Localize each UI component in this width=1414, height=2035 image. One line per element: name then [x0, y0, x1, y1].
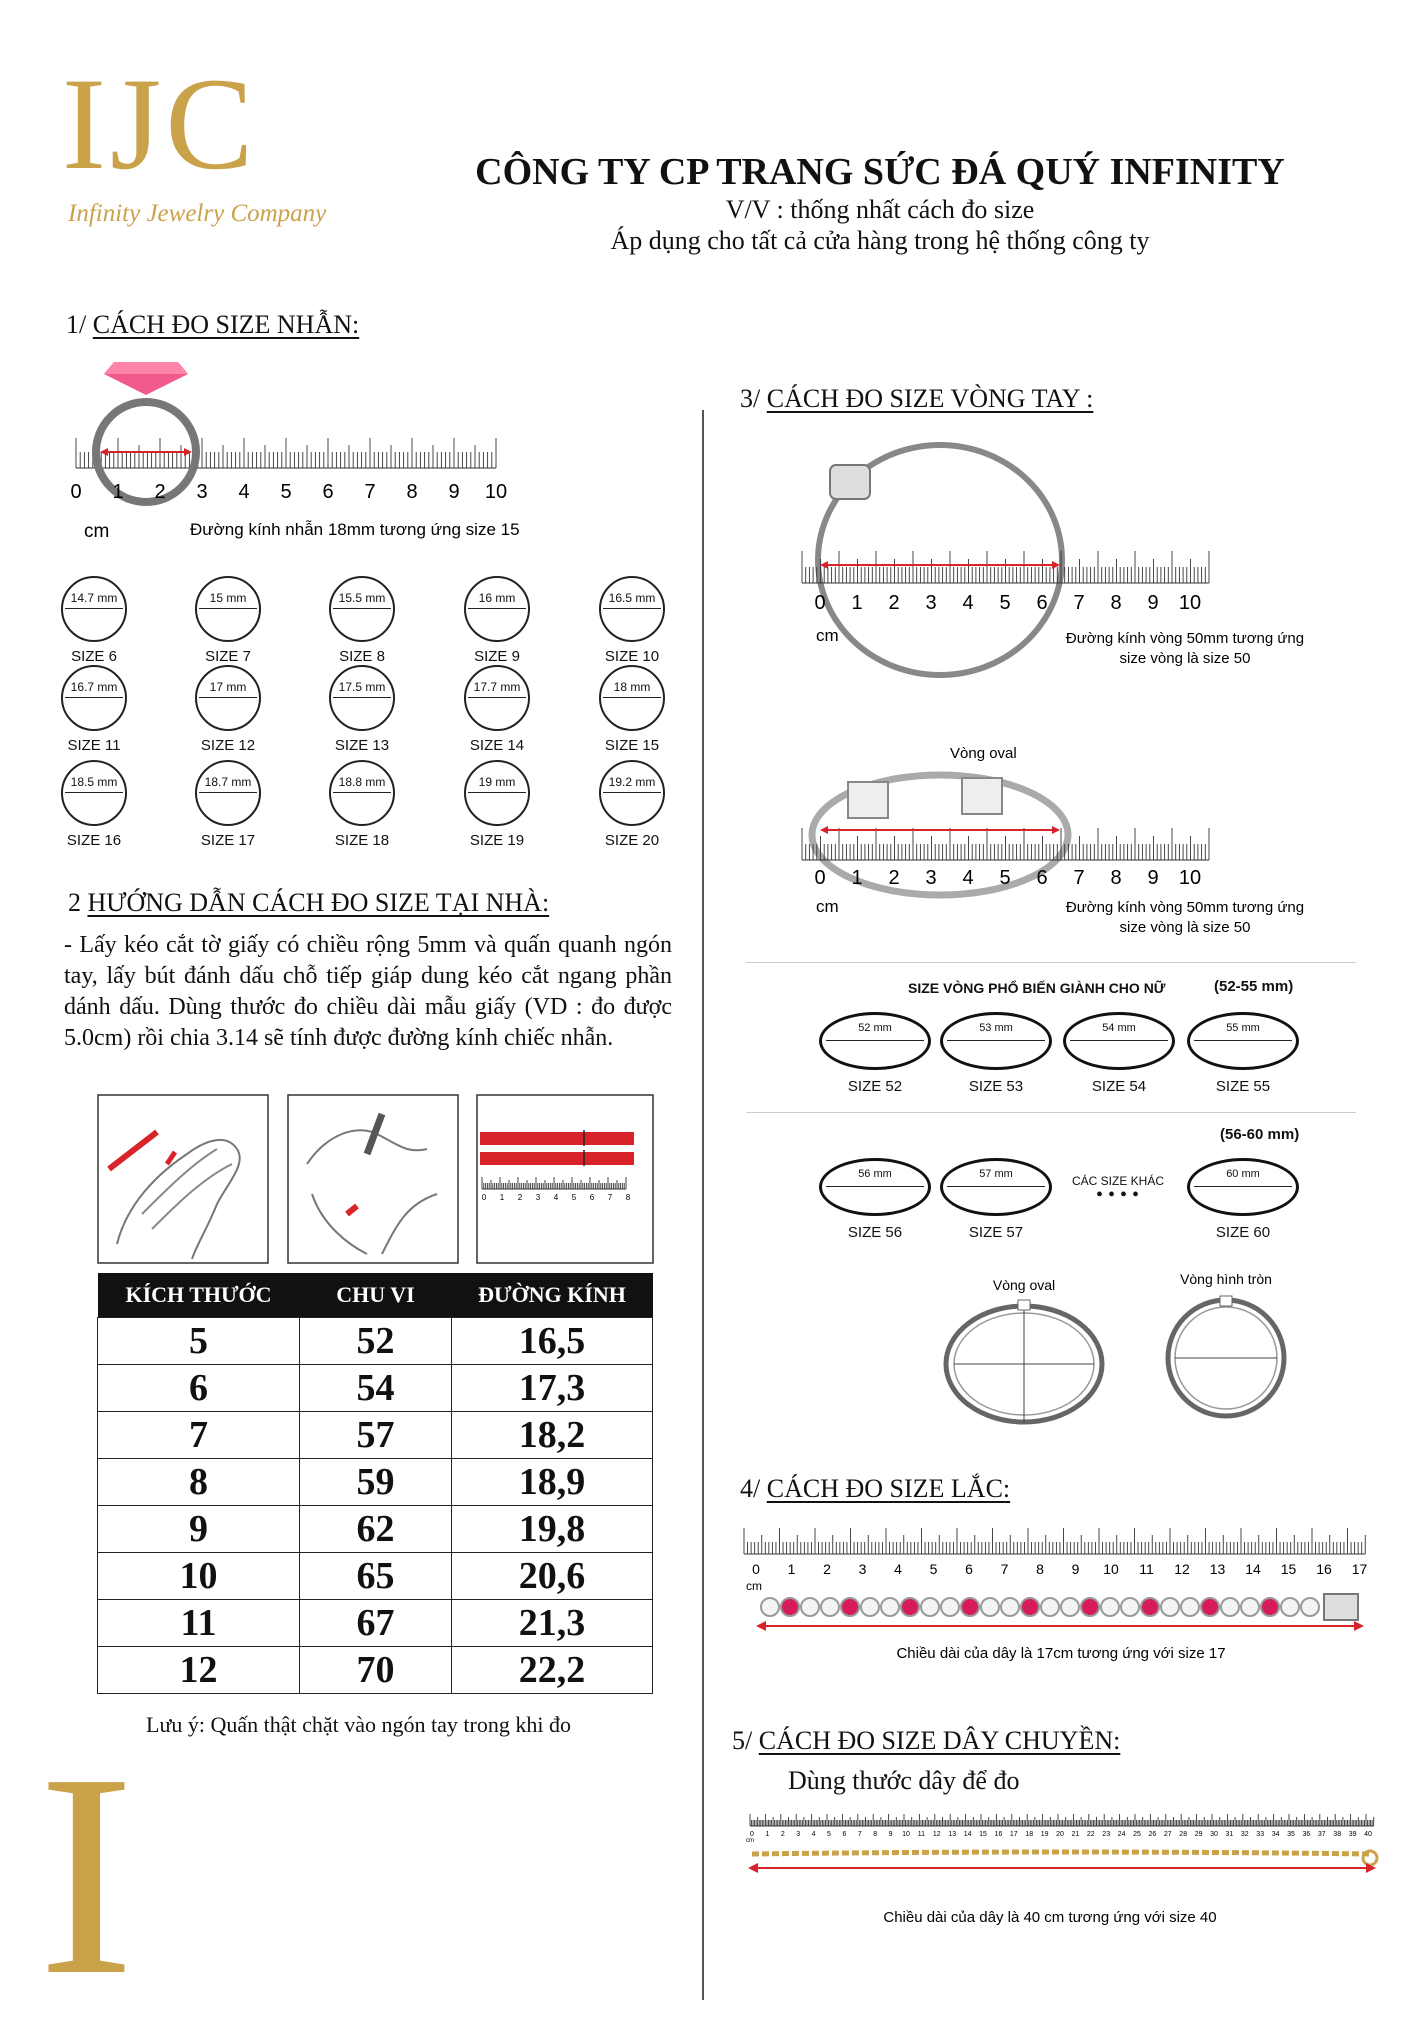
table-row — [98, 1459, 653, 1506]
ring-size-label: SIZE 19 — [469, 832, 525, 849]
ring-ruler-unit: cm — [84, 521, 110, 542]
col-header-circumference: CHU VI — [300, 1273, 452, 1318]
size-cell: 9 — [98, 1506, 300, 1553]
ring-circle-icon — [61, 576, 127, 642]
size-table-header — [98, 1273, 653, 1318]
necklace-ruler-tick-label: 0 — [750, 1831, 754, 1838]
ring-size-label: SIZE 12 — [200, 737, 256, 754]
necklace-ruler-tick-label: 2 — [780, 1831, 785, 1838]
necklace-ruler-tick-label: 9 — [888, 1831, 893, 1838]
ring-ruler-tick-label: 10 — [484, 481, 508, 503]
bracelet-ruler-tick-label: 12 — [1174, 1561, 1190, 1577]
size-cell: 12 — [98, 1647, 300, 1694]
ring-size-label: SIZE 13 — [334, 737, 390, 754]
necklace-ruler-tick-label: 27 — [1163, 1831, 1172, 1838]
paper-ruler-illustration — [476, 1094, 654, 1264]
company-title: CÔNG TY CP TRANG SỨC ĐÁ QUÝ INFINITY — [475, 151, 1285, 193]
bangle1-caption-line2: size vòng là size 50 — [1119, 650, 1251, 667]
necklace-ruler-tick-label: 4 — [811, 1831, 816, 1838]
bangle-section-heading: 3/ CÁCH ĐO SIZE VÒNG TAY : — [740, 384, 1094, 413]
ring-size-label: SIZE 20 — [604, 832, 660, 849]
necklace-ruler-tick-label: 21 — [1071, 1831, 1080, 1838]
ring-size-item — [437, 665, 557, 754]
bracelet-section-title: CÁCH ĐO SIZE LẮC: — [766, 1474, 1011, 1503]
size-cell: 8 — [98, 1459, 300, 1506]
necklace-ruler-tick-label: 10 — [902, 1831, 910, 1838]
ring-diameter: 17.5 mm — [338, 680, 386, 694]
size-cell: 7 — [98, 1412, 300, 1459]
diameter-cell: 18,9 — [452, 1459, 653, 1506]
necklace-ruler-tick-label: 20 — [1056, 1831, 1064, 1838]
ring-size-label: SIZE 11 — [67, 737, 121, 754]
bracelet-ruler-figure — [734, 1518, 1374, 1668]
ring-circle-icon — [464, 760, 530, 826]
ring-diameter: 18 mm — [613, 680, 651, 694]
diameter-cell: 17,3 — [452, 1365, 653, 1412]
ring-ruler-tick-label: 8 — [406, 481, 418, 503]
necklace-ruler-tick-label: 40 — [1364, 1831, 1372, 1838]
popular-divider-top — [746, 962, 1356, 963]
bangle-size-label: SIZE 60 — [1215, 1224, 1271, 1241]
ring-ruler-tick-label: 7 — [364, 481, 376, 503]
bangle2-caption-line1: Đường kính vòng 50mm tương ứng — [1065, 899, 1305, 916]
necklace-ruler-tick-label: 5 — [827, 1831, 831, 1838]
ring-size-item — [34, 665, 154, 754]
ring-diameter: 18.5 mm — [70, 775, 118, 789]
diagram-oval-label: Vòng oval — [992, 1277, 1056, 1293]
bangle-size-item — [1059, 1012, 1179, 1095]
bangle-oval-icon — [819, 1012, 931, 1070]
col-header-diameter: ĐƯỜNG KÍNH — [452, 1273, 653, 1318]
home-section-heading: 2 HƯỚNG DẪN CÁCH ĐO SIZE TẠI NHÀ: — [68, 888, 550, 917]
ring-diameter: 15 mm — [209, 591, 247, 605]
ring-ruler-tick-label: 2 — [154, 481, 166, 503]
ring-size-label: SIZE 17 — [200, 832, 256, 849]
circumference-cell: 52 — [300, 1318, 452, 1365]
necklace-ruler-tick-label: 7 — [857, 1831, 862, 1838]
ring-size-item — [168, 760, 288, 849]
necklace-ruler-tick-label: 12 — [932, 1831, 941, 1838]
ring-ruler-tick-label: 0 — [70, 481, 82, 503]
necklace-ruler-tick-label: 1 — [765, 1831, 770, 1838]
necklace-ruler-tick-label: 29 — [1194, 1831, 1203, 1838]
bracelet-ruler-tick-label: 3 — [858, 1561, 867, 1577]
other-sizes-label: CÁC SIZE KHÁC — [1072, 1174, 1165, 1188]
home-section-title: HƯỚNG DẪN CÁCH ĐO SIZE TẠI NHÀ: — [87, 888, 550, 917]
ring-diameter: 16.7 mm — [70, 680, 118, 694]
bracelet-section-heading: 4/ CÁCH ĐO SIZE LẮC: — [740, 1474, 1011, 1503]
necklace-ruler-tick-label: 24 — [1117, 1831, 1126, 1838]
ring-ruler-tick-label: 4 — [238, 481, 250, 503]
ring-size-item — [302, 665, 422, 754]
circumference-cell: 70 — [300, 1647, 452, 1694]
table-note: Lưu ý: Quấn thật chặt vào ngón tay trong khi đo — [146, 1712, 571, 1737]
bangle2-ruler-tick-label: 6 — [1036, 867, 1048, 889]
ring-circle-icon — [464, 576, 530, 642]
bangle2-ruler-tick-label: 10 — [1178, 867, 1202, 889]
ring-size-item — [34, 760, 154, 849]
ring-diameter: 18.7 mm — [204, 775, 252, 789]
necklace-ruler-tick-label: 30 — [1210, 1831, 1218, 1838]
ring-diameter: 17.7 mm — [473, 680, 521, 694]
ring-size-item — [168, 665, 288, 754]
bracelet-ruler-tick-label: 15 — [1280, 1561, 1297, 1577]
ring-circle-icon — [61, 760, 127, 826]
bangle1-ruler-tick-label: 6 — [1036, 592, 1048, 614]
bracelet-ruler-tick-label: 9 — [1071, 1561, 1080, 1577]
table-row — [98, 1647, 653, 1694]
ring-diameter: 19.2 mm — [608, 775, 656, 789]
circumference-cell: 62 — [300, 1506, 452, 1553]
bangle1-ruler-tick-label: 0 — [814, 592, 826, 614]
bangle-diameter: 53 mm — [979, 1022, 1013, 1034]
ring-diameter: 19 mm — [478, 775, 516, 789]
scope-line: Áp dụng cho tất cả cửa hàng trong hệ thống công ty — [610, 226, 1150, 255]
ring-diameter: 16.5 mm — [608, 591, 656, 605]
necklace-ruler-tick-label: 31 — [1225, 1831, 1234, 1838]
necklace-ruler-tick-label: 8 — [873, 1831, 878, 1838]
bangle1-ruler-tick-label: 10 — [1178, 592, 1202, 614]
popular-title: SIZE VÒNG PHỔ BIẾN GIÀNH CHO NỮ — [908, 980, 1166, 996]
bracelet-unit: cm — [746, 1579, 762, 1593]
circumference-cell: 57 — [300, 1412, 452, 1459]
necklace-unit: cm — [746, 1838, 754, 1844]
ring-ruler-tick-label: 1 — [112, 481, 124, 503]
diameter-cell: 22,2 — [452, 1647, 653, 1694]
bracelet-ruler-tick-label: 2 — [823, 1561, 831, 1577]
bangle-diameter: 52 mm — [858, 1022, 892, 1034]
diameter-cell: 20,6 — [452, 1553, 653, 1600]
bangle-diameter: 57 mm — [979, 1168, 1013, 1180]
ring-section-title: CÁCH ĐO SIZE NHẪN: — [92, 310, 360, 339]
table-row — [98, 1365, 653, 1412]
circumference-cell: 67 — [300, 1600, 452, 1647]
ring-circle-icon — [329, 576, 395, 642]
bangle1-unit: cm — [816, 626, 839, 645]
ring-size-label: SIZE 16 — [66, 832, 122, 849]
bracelet-icon — [761, 1598, 1319, 1616]
size-cell: 11 — [98, 1600, 300, 1647]
necklace-ruler-tick-label: 14 — [963, 1831, 972, 1838]
diameter-cell: 18,2 — [452, 1412, 653, 1459]
ring-size-label: SIZE 15 — [604, 737, 660, 754]
ring-size-label: SIZE 14 — [469, 737, 525, 754]
bangle2-ruler-tick-label: 3 — [925, 867, 937, 889]
table-row — [98, 1553, 653, 1600]
ring-circle-icon — [329, 665, 395, 731]
bangle-size-label: SIZE 55 — [1215, 1078, 1271, 1095]
necklace-ruler-tick-label: 25 — [1133, 1831, 1141, 1838]
column-divider — [702, 410, 704, 2000]
ring-diameter: 14.7 mm — [70, 591, 118, 605]
ring-ruler-tick-label: 3 — [196, 481, 208, 503]
ring-ruler-figure — [60, 350, 660, 550]
bangle2-ruler-tick-label: 0 — [814, 867, 826, 889]
bangle-oval-icon — [1187, 1158, 1299, 1216]
bangle-diameter: 54 mm — [1102, 1022, 1136, 1034]
bangle1-ruler-tick-label: 2 — [888, 592, 900, 614]
bangle-shape-diagram — [930, 1270, 1290, 1440]
bangle2-ruler-tick-label: 9 — [1147, 867, 1159, 889]
table-row — [98, 1506, 653, 1553]
bracelet-ruler-tick-label: 17 — [1351, 1561, 1368, 1577]
circumference-cell: 65 — [300, 1553, 452, 1600]
ring-circle-icon — [464, 665, 530, 731]
necklace-subtitle: Dùng thước dây để đo — [788, 1766, 1020, 1795]
mini-ruler-tick-label: 4 — [553, 1193, 559, 1202]
size-cell: 5 — [98, 1318, 300, 1365]
bracelet-ruler-tick-label: 0 — [752, 1561, 760, 1577]
bangle-oval-icon — [819, 1158, 931, 1216]
oval-bangle-label: Vòng oval — [950, 745, 1017, 762]
necklace-ruler-tick-label: 22 — [1086, 1831, 1095, 1838]
size-cell: 6 — [98, 1365, 300, 1412]
bracelet-ruler-tick-label: 14 — [1245, 1561, 1261, 1577]
diagram-round-label: Vòng hình tròn — [1180, 1271, 1272, 1287]
bangle2-ruler-tick-label: 8 — [1110, 867, 1122, 889]
ring-size-item — [572, 760, 692, 849]
ring-circle-icon — [195, 576, 261, 642]
mini-ruler-tick-label: 8 — [625, 1193, 631, 1202]
bangle1-ruler-tick-label: 4 — [962, 592, 974, 614]
ring-circle-icon — [599, 760, 665, 826]
bangle1-ruler-tick-label: 3 — [925, 592, 937, 614]
necklace-ruler-tick-label: 15 — [979, 1831, 987, 1838]
necklace-chain-icon — [752, 1852, 1372, 1854]
bracelet-ruler-tick-label: 11 — [1139, 1561, 1154, 1577]
bangle-size-label: SIZE 53 — [968, 1078, 1024, 1095]
necklace-ruler-tick-label: 37 — [1317, 1831, 1326, 1838]
bangle-diameter: 56 mm — [858, 1168, 892, 1180]
mini-ruler-tick-label: 1 — [499, 1193, 505, 1202]
necklace-ruler-tick-label: 11 — [917, 1831, 926, 1838]
bangle-size-item — [815, 1012, 935, 1095]
necklace-ruler-tick-label: 18 — [1025, 1831, 1034, 1838]
bangle1-ruler-tick-label: 9 — [1147, 592, 1159, 614]
ring-size-item — [572, 576, 692, 665]
col-header-size: KÍCH THƯỚC — [98, 1273, 300, 1318]
bangle1-ruler-tick-label: 1 — [851, 592, 863, 614]
ring-ruler-tick-label: 6 — [322, 481, 334, 503]
bangle-oval-icon — [940, 1158, 1052, 1216]
bangle-size-item — [936, 1158, 1056, 1241]
circumference-cell: 54 — [300, 1365, 452, 1412]
mini-ruler-tick-label: 6 — [589, 1193, 595, 1202]
ring-circle-icon — [195, 760, 261, 826]
necklace-ruler-tick-label: 26 — [1148, 1831, 1157, 1838]
ring-circle-icon — [195, 665, 261, 731]
bangle-size-item — [815, 1158, 935, 1241]
bangle-size-label: SIZE 52 — [847, 1078, 903, 1095]
necklace-ruler-tick-label: 36 — [1302, 1831, 1311, 1838]
ring-size-item — [302, 576, 422, 665]
home-instructions: - Lấy kéo cắt tờ giấy có chiều rộng 5mm và quấn quanh ngón tay, lấy bút đánh dấu chỗ tiếp giáp dung kéo cắt ngang phần dánh dấu. Dùng thước đo chiều dài mẫu giấy (VD : đo được 5.0cm) rồi chia 3.14 sẽ tính được đường kính chiếc nhẫn. — [64, 932, 672, 1051]
mini-ruler-tick-label: 3 — [535, 1193, 541, 1202]
bangle2-caption-line2: size vòng là size 50 — [1119, 919, 1251, 936]
bangle-size-label: SIZE 54 — [1091, 1078, 1147, 1095]
bangle2-unit: cm — [816, 897, 839, 916]
bracelet-ruler-tick-label: 10 — [1103, 1561, 1119, 1577]
ring-section-heading: 1/ CÁCH ĐO SIZE NHẪN: — [66, 310, 360, 339]
size-cell: 10 — [98, 1553, 300, 1600]
necklace-ruler-figure — [740, 1806, 1380, 1936]
bangle1-ruler-tick-label: 5 — [999, 592, 1011, 614]
bangle-size-item — [936, 1012, 1056, 1095]
finger-mark-illustration — [287, 1094, 459, 1264]
necklace-ruler-tick-label: 17 — [1009, 1831, 1018, 1838]
ring-ruler-tick-label: 9 — [448, 481, 460, 503]
ring-size-label: SIZE 18 — [334, 832, 390, 849]
necklace-section-heading: 5/ CÁCH ĐO SIZE DÂY CHUYỀN: — [732, 1726, 1121, 1755]
bangle2-ruler-tick-label: 1 — [851, 867, 863, 889]
ring-size-label: SIZE 9 — [474, 648, 520, 665]
diameter-cell: 16,5 — [452, 1318, 653, 1365]
diameter-cell: 21,3 — [452, 1600, 653, 1647]
finger-wrap-illustration — [97, 1094, 269, 1264]
bangle2-ruler-tick-label: 4 — [962, 867, 974, 889]
bracelet-ruler-tick-label: 4 — [894, 1561, 902, 1577]
necklace-ruler-tick-label: 16 — [994, 1831, 1003, 1838]
necklace-ruler-tick-label: 6 — [842, 1831, 847, 1838]
bracelet-ruler-tick-label: 8 — [1036, 1561, 1044, 1577]
mini-ruler-tick-label: 5 — [571, 1193, 577, 1202]
bangle1-ruler-tick-label: 8 — [1110, 592, 1122, 614]
bangle-diameter: 60 mm — [1226, 1168, 1260, 1180]
bracelet-ruler-tick-label: 5 — [929, 1561, 938, 1577]
logo-tagline: Infinity Jewelry Company — [68, 200, 327, 227]
bracelet-ruler-tick-label: 13 — [1209, 1561, 1226, 1577]
ring-circle-icon — [599, 665, 665, 731]
ring-diameter: 17 mm — [209, 680, 247, 694]
bracelet-ruler-tick-label: 6 — [965, 1561, 973, 1577]
necklace-ruler-tick-label: 19 — [1040, 1831, 1049, 1838]
bangle1-ruler-tick-label: 7 — [1073, 592, 1085, 614]
bangle-oval-icon — [1187, 1012, 1299, 1070]
mini-ruler-tick-label: 2 — [517, 1193, 523, 1202]
ring-ruler-tick-label: 5 — [280, 481, 292, 503]
bangle-oval-icon — [940, 1012, 1052, 1070]
ring-size-item — [572, 665, 692, 754]
ring-size-item — [437, 760, 557, 849]
ring-size-label: SIZE 6 — [71, 648, 117, 665]
table-row — [98, 1318, 653, 1365]
bangle2-ruler-tick-label: 2 — [888, 867, 900, 889]
logo-letters: IJC — [62, 50, 258, 197]
size-table — [97, 1273, 653, 1694]
bracelet-ruler-tick-label: 1 — [787, 1561, 796, 1577]
ring-size-label: SIZE 7 — [205, 648, 251, 665]
footer-big-letter: I — [38, 1714, 135, 2035]
subject-line: V/V : thống nhất cách đo size — [725, 195, 1035, 224]
ring-diameter: 18.8 mm — [338, 775, 386, 789]
range-52-55: (52-55 mm) — [1214, 978, 1294, 995]
bracelet-caption: Chiều dài của dây là 17cm tương ứng với size 17 — [896, 1645, 1226, 1662]
necklace-ruler-tick-label: 35 — [1287, 1831, 1295, 1838]
ring-size-item — [168, 576, 288, 665]
bangle-size-label: SIZE 56 — [847, 1224, 903, 1241]
necklace-ruler-tick-label: 28 — [1179, 1831, 1188, 1838]
ring-circle-icon — [329, 760, 395, 826]
mini-ruler-tick-label: 0 — [481, 1193, 487, 1202]
necklace-ruler-tick-label: 32 — [1240, 1831, 1249, 1838]
necklace-ruler-tick-label: 23 — [1102, 1831, 1111, 1838]
ring-circle-icon — [61, 665, 127, 731]
bangle-section-title: CÁCH ĐO SIZE VÒNG TAY : — [766, 384, 1094, 413]
mini-ruler-tick-label: 7 — [607, 1193, 613, 1202]
table-row — [98, 1600, 653, 1647]
ring-diameter: 16 mm — [478, 591, 516, 605]
range-56-60: (56-60 mm) — [1220, 1126, 1300, 1143]
bangle-size-item — [1183, 1158, 1303, 1241]
bangle-oval-icon — [1063, 1012, 1175, 1070]
necklace-ruler-tick-label: 34 — [1271, 1831, 1280, 1838]
ring-ruler-caption: Đường kính nhẫn 18mm tương ứng size 15 — [190, 520, 520, 539]
bracelet-ruler-tick-label: 16 — [1316, 1561, 1332, 1577]
other-sizes-dots: •••• — [1096, 1184, 1145, 1206]
ring-diameter: 15.5 mm — [338, 591, 386, 605]
necklace-ruler-tick-label: 13 — [948, 1831, 957, 1838]
bracelet-ruler-tick-label: 7 — [1000, 1561, 1009, 1577]
bangle-round-figure — [790, 425, 1330, 685]
ring-circle-icon — [599, 576, 665, 642]
bangle2-ruler-tick-label: 5 — [999, 867, 1011, 889]
necklace-section-title: CÁCH ĐO SIZE DÂY CHUYỀN: — [758, 1726, 1121, 1755]
ring-size-item — [302, 760, 422, 849]
circumference-cell: 59 — [300, 1459, 452, 1506]
ring-size-label: SIZE 10 — [604, 648, 660, 665]
bangle-size-label: SIZE 57 — [968, 1224, 1024, 1241]
bangle-oval-figure — [790, 740, 1330, 940]
ring-size-label: SIZE 8 — [339, 648, 385, 665]
bangle1-caption-line1: Đường kính vòng 50mm tương ứng — [1065, 630, 1305, 647]
bangle-size-item — [1183, 1012, 1303, 1095]
necklace-ruler-tick-label: 33 — [1256, 1831, 1265, 1838]
necklace-ruler-tick-label: 39 — [1348, 1831, 1357, 1838]
bangle2-ruler-tick-label: 7 — [1073, 867, 1085, 889]
ring-size-item — [34, 576, 154, 665]
necklace-ruler-tick-label: 38 — [1333, 1831, 1342, 1838]
diameter-cell: 19,8 — [452, 1506, 653, 1553]
bangle-diameter: 55 mm — [1226, 1022, 1260, 1034]
ring-size-item — [437, 576, 557, 665]
popular-divider-mid — [746, 1112, 1356, 1113]
necklace-caption: Chiều dài của dây là 40 cm tương ứng với size 40 — [883, 1909, 1217, 1926]
table-row — [98, 1412, 653, 1459]
necklace-ruler-tick-label: 3 — [796, 1831, 801, 1838]
